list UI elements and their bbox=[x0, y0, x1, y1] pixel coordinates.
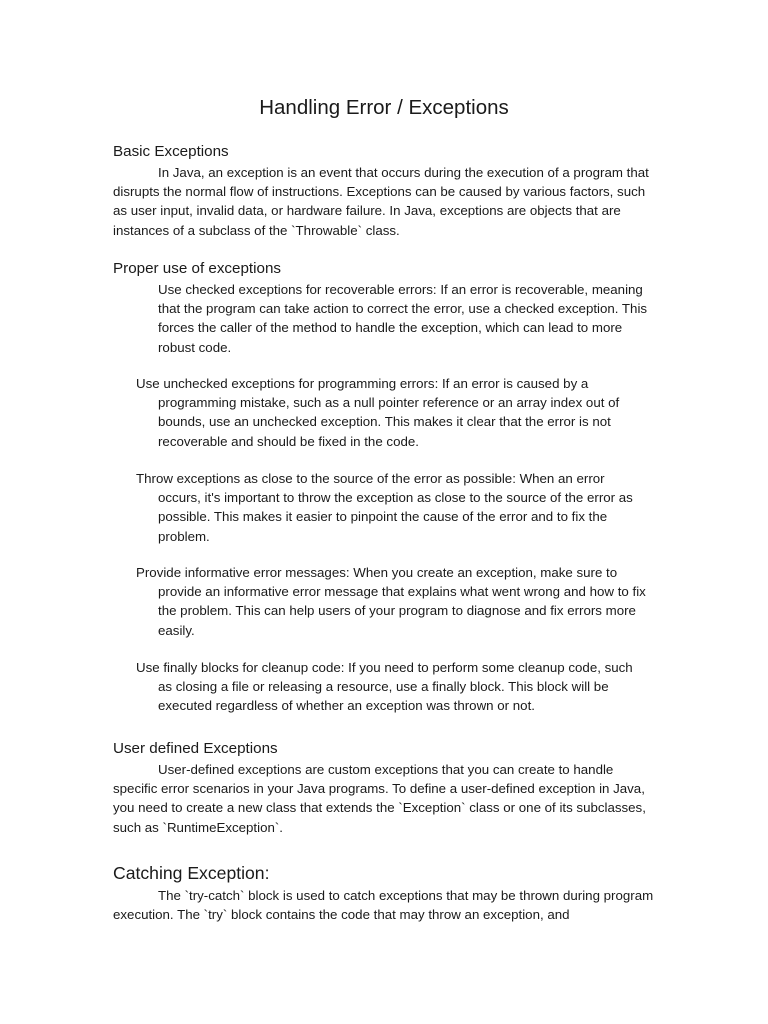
basic-exceptions-paragraph: In Java, an exception is an event that occurs during the execution of a program that disrupts the normal flow of instructions. Exceptions can be caused by various factors, such as user input, invalid data, or hardware failure. In Java, exceptions are objects that are instances of a subclass of the `Throwable` class. bbox=[113, 165, 649, 238]
catching-exception-paragraph: The `try-catch` block is used to catch exceptions that may be thrown during program execution. The `try` block contains the code that may throw an exception, and bbox=[113, 888, 654, 923]
user-defined-body bbox=[113, 760, 658, 837]
list-item-informative-messages: Provide informative error messages: When you create an exception, make sure to provide an informative error message that explains what went wrong and how to fix the problem. This can help users of your program to diagnose and fix errors more easily. bbox=[136, 565, 646, 638]
page-title: Handling Error / Exceptions bbox=[259, 96, 509, 119]
list-item-checked-exceptions: Use checked exceptions for recoverable errors: If an error is recoverable, meaning that the program can take action to correct the error, use a checked exception. This forces the caller of the method to handle the exception, which can lead to more robust code. bbox=[158, 282, 648, 355]
list-item-unchecked-exceptions: Use unchecked exceptions for programming errors: If an error is caused by a programming mistake, such as a null pointer reference or an array index out of bounds, use an unchecked exception. This makes it clear that the error is not recoverable and should be fixed in the code. bbox=[136, 376, 620, 449]
list-item-throw-near-source: Throw exceptions as close to the source of the error as possible: When an error occurs, it's important to throw the exception as close to the source of the error as possible. This makes it easier to pinpoint the cause of the error and to fix the problem. bbox=[136, 471, 633, 544]
heading-user-defined: User defined Exceptions bbox=[113, 740, 278, 757]
catching-exception-body bbox=[113, 886, 658, 924]
list-item-finally-blocks: Use finally blocks for cleanup code: If you need to perform some cleanup code, such as closing a file or releasing a resource, use a finally block. This block will be executed regardless of whether an exception was thrown or not. bbox=[136, 660, 633, 714]
heading-catching-exception: Catching Exception: bbox=[113, 863, 270, 883]
basic-exceptions-body bbox=[113, 163, 658, 240]
heading-proper-use: Proper use of exceptions bbox=[113, 260, 282, 277]
user-defined-paragraph: User-defined exceptions are custom exceptions that you can create to handle specific error scenarios in your Java programs. To define a user-defined exception in Java, you need to create a new class that extends the `Exception` class or one of its subclasses, such as `RuntimeException`. bbox=[113, 762, 646, 835]
heading-basic-exceptions: Basic Exceptions bbox=[113, 143, 229, 160]
